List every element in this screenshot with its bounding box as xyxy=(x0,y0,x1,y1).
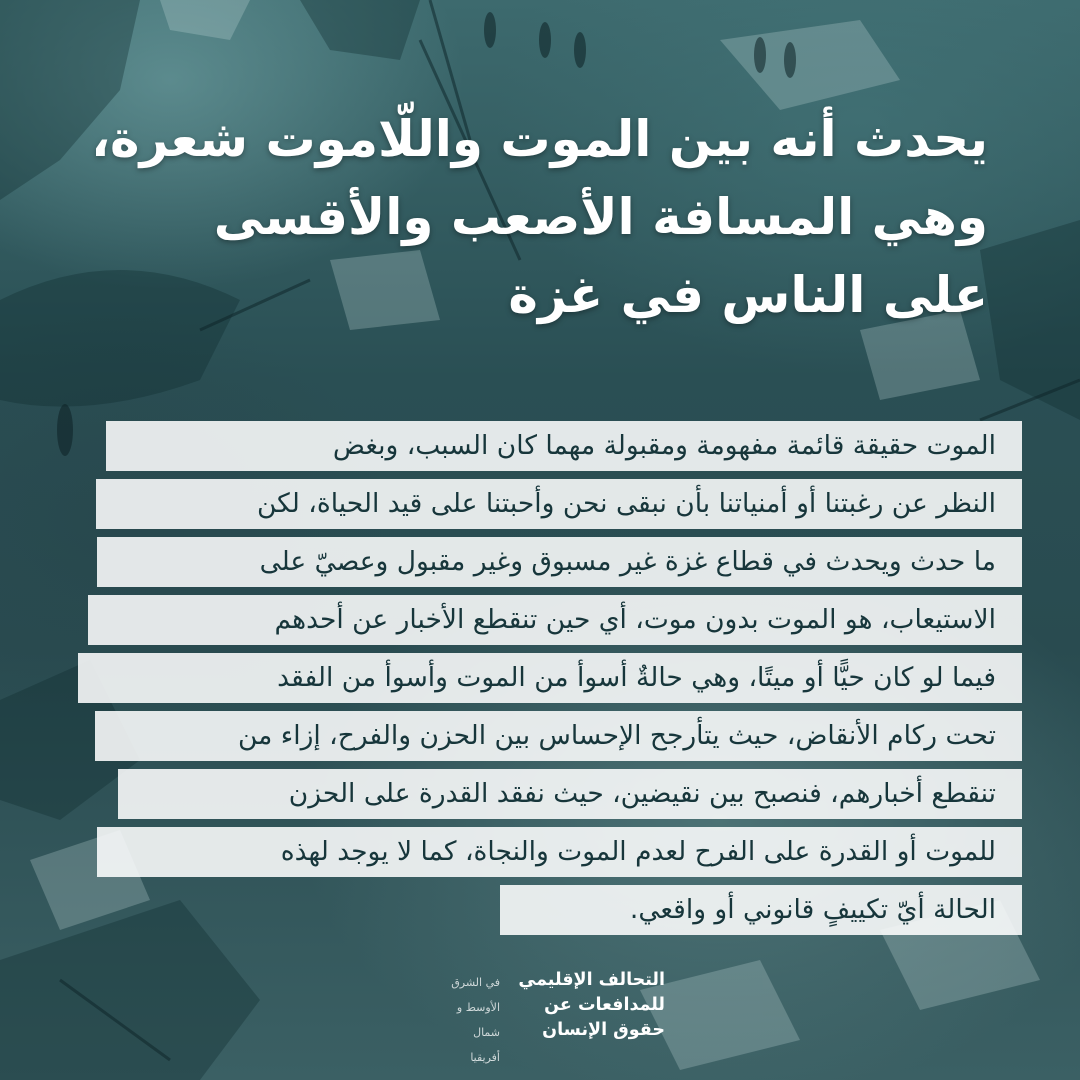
headline-line-3: على الناس في غزة xyxy=(508,266,988,324)
headline-line-2: وهي المسافة الأصعب والأقسى xyxy=(213,188,988,246)
body-text xyxy=(0,421,1080,941)
body-line-1: الموت حقيقة قائمة مفهومة ومقبولة مهما كان السبب، وبغض xyxy=(106,421,1022,471)
logo-sub-3: شمال xyxy=(473,1026,500,1039)
body-line-8: للموت أو القدرة على الفرح لعدم الموت والنجاة، كما لا يوجد لهذه xyxy=(97,827,1022,877)
logo-line-1: التحالف الإقليمي xyxy=(518,970,665,990)
logo-main-text xyxy=(505,968,665,1043)
logo-line-2: للمدافعات عن xyxy=(544,995,665,1015)
headline-line-1: يحدث أنه بين الموت واللّاموت شعرة، xyxy=(91,110,988,168)
headline xyxy=(91,100,988,334)
logo-sub-1: في الشرق xyxy=(451,976,500,989)
body-line-3: ما حدث ويحدث في قطاع غزة غير مسبوق وغير مقبول وعصيّ على xyxy=(97,537,1022,587)
logo-line-3: حقوق الإنسان xyxy=(542,1020,665,1040)
body-line-2: النظر عن رغبتنا أو أمنياتنا بأن نبقى نحن وأحبتنا على قيد الحياة، لكن xyxy=(96,479,1022,529)
body-line-4: الاستيعاب، هو الموت بدون موت، أي حين تنقطع الأخبار عن أحدهم xyxy=(88,595,1022,645)
body-line-5: فيما لو كان حيًّا أو ميتًا، وهي حالةٌ أسوأ من الموت وأسوأ من الفقد xyxy=(78,653,1022,703)
body-line-7: تنقطع أخبارهم، فنصبح بين نقيضين، حيث نفقد القدرة على الحزن xyxy=(118,769,1022,819)
logo-region-text xyxy=(420,970,500,1070)
body-line-9: الحالة أيّ تكييفٍ قانوني أو واقعي. xyxy=(500,885,1022,935)
logo-sub-4: أفريقيا xyxy=(470,1051,500,1064)
body-line-6: تحت ركام الأنقاض، حيث يتأرجح الإحساس بين الحزن والفرح، إزاء من xyxy=(95,711,1022,761)
organization-logo xyxy=(420,968,665,1064)
logo-sub-2: الأوسط و xyxy=(456,1001,500,1014)
